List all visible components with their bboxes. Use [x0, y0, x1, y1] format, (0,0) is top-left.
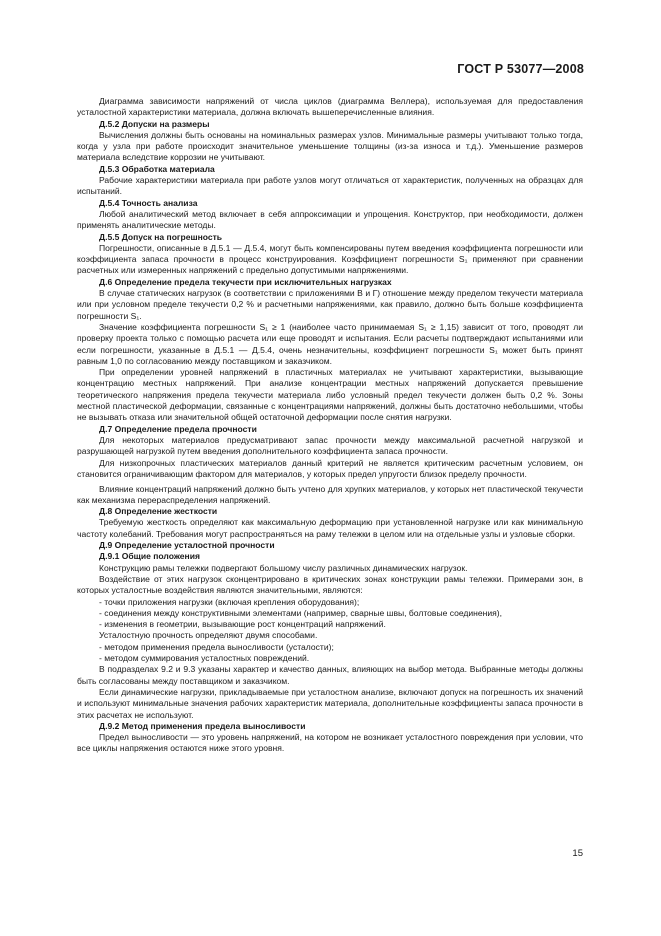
- paragraph: Предел выносливости — это уровень напряжений, на котором не возникает усталостного повреждения при условии, что все циклы напряжения остаются ниже этого уровня.: [77, 732, 583, 754]
- paragraph: Влияние концентраций напряжений должно быть учтено для хрупких материалов, у которых нет пластической текучести как механизма перераспределения напряжений.: [77, 483, 583, 505]
- section-heading: Д.7 Определение предела прочности: [99, 423, 257, 434]
- subsection-heading: Д.9.1 Общие положения: [99, 551, 200, 562]
- section-heading: Д.5.5 Допуск на погрешность: [99, 231, 223, 242]
- paragraph: Если динамические нагрузки, прикладываемые при усталостном анализе, включают допуск на погрешность их значений и используют минимальные значения рабочих характеристик материала, дополнительные коэффициенты запаса прочности в этих расчетах не используют.: [77, 686, 583, 720]
- section-heading: Д.6 Определение предела текучести при исключительных нагрузках: [99, 276, 392, 287]
- section-heading: Д.5.2 Допуски на размеры: [99, 118, 210, 129]
- paragraph: Для некоторых материалов предусматривают запас прочности между максимальной расчетной нагрузкой и разрушающей нагрузкой путем введения дополнительного коэффициента запаса прочности.: [77, 434, 583, 457]
- section-heading: Д.8 Определение жесткости: [99, 506, 218, 517]
- list-item: - методом применения предела выносливости (усталости);: [99, 641, 334, 652]
- paragraph: Для низкопрочных пластических материалов данный критерий не является критическим расчетным условием, он становится ограничивающим фактором для материалов, у которых предел упругости близок пределу прочности.: [77, 457, 583, 479]
- subsection-heading: Д.9.2 Метод применения предела выносливости: [99, 720, 306, 731]
- paragraph: Усталостную прочность определяют двумя способами.: [99, 630, 318, 641]
- paragraph: Любой аналитический метод включает в себя аппроксимации и упрощения. Конструктор, при необходимости, должен применять аналитические методы.: [77, 208, 583, 231]
- paragraph: Воздействие от этих нагрузок сконцентрировано в критических зонах конструкции рамы тележки. Примерами зон, в которых усталостные воздействия являются значительными, являются:: [77, 573, 583, 596]
- list-item: - методом суммирования усталостных повреждений.: [99, 653, 310, 664]
- document-body: [77, 96, 583, 755]
- section-heading: Д.5.3 Обработка материала: [99, 163, 215, 174]
- paragraph: Погрешности, описанные в Д.5.1 — Д.5.4, могут быть компенсированы путем введения коэффициента погрешности или коэффициента запаса прочности в процесс конструирования. Коэффициент погрешности S₁ применяют при сравнении расчетных или измеренных напряжений с предельно допустимыми напряжениями.: [77, 242, 583, 276]
- section-heading: Д.9 Определение усталостной прочности: [99, 540, 275, 551]
- paragraph: Конструкцию рамы тележки подвергают большому числу различных динамических нагрузок.: [99, 562, 468, 573]
- list-item: - точки приложения нагрузки (включая крепления оборудования);: [99, 596, 360, 607]
- paragraph: В случае статических нагрузок (в соответствии с приложениями В и Г) отношение между пределом текучести материала или при условном пределе текучести 0,2 % и расчетными напряжениями, как правило, должно быть больше коэффициента погрешности S₁.: [77, 288, 583, 321]
- paragraph: Рабочие характеристики материала при работе узлов могут отличаться от характеристик, полученных на образцах для испытаний.: [77, 175, 583, 197]
- paragraph: Требуемую жесткость определяют как максимальную деформацию при установленной нагрузке или как минимальную частоту колебаний. Требования могут распространяться на раму тележки в целом или на отдельные узлы и узловые сборки.: [77, 517, 583, 539]
- paragraph: Диаграмма зависимости напряжений от числа циклов (диаграмма Веллера), используемая для предоставления усталостной характеристики материала, должна включать вышеперечисленные влияния.: [77, 96, 583, 118]
- paragraph: Значение коэффициента погрешности S₁ ≥ 1 (наиболее часто принимаемая S₁ ≥ 1,15) зависит от того, проводят ли проверку проекта только с помощью расчета или еще проводят и испытания. Если расчеты подтверждают испытаниями или если погрешности, указанные в Д.5.1 — Д.5.4, очень незначительны, коэффициент погрешности S₁ может быть принят равным 1,0 по согласованию между поставщиком и заказчиком.: [77, 321, 583, 366]
- page-number: 15: [572, 848, 583, 859]
- document-standard-id: ГОСТ Р 53077—2008: [457, 62, 584, 76]
- list-item: - изменения в геометрии, вызывающие рост концентраций напряжений.: [99, 619, 386, 630]
- paragraph: В подразделах 9.2 и 9.3 указаны характер и качество данных, влияющих на выбор метода. Выбранные методы должны быть согласованы между поставщиком и заказчиком.: [77, 664, 583, 686]
- paragraph: При определении уровней напряжений в пластичных материалах не учитывают характеристики, вызывающие концентрацию местных напряжений. При анализе концентрации местных напряжений допускается превышение теоретического напряжения предела текучести материала либо условный предел текучести должен быть 0,2 %. Зоны местной пластической деформации, связанные с концентрациями напряжений, должны быть достаточно небольшими, чтобы не вызывать отказа или значительной общей остаточной деформации после снятия нагрузки.: [77, 367, 583, 423]
- paragraph: Вычисления должны быть основаны на номинальных размерах узлов. Минимальные размеры учитывают только тогда, когда у узла при работе происходит значительное уменьшение толщины (из-за износа и т.д.). Уменьшение размеров материала вследствие коррозии не учитывают.: [77, 129, 583, 163]
- list-item: - соединения между конструктивными элементами (например, сварные швы, болтовые соединения),: [99, 607, 502, 618]
- section-heading: Д.5.4 Точность анализа: [99, 197, 198, 208]
